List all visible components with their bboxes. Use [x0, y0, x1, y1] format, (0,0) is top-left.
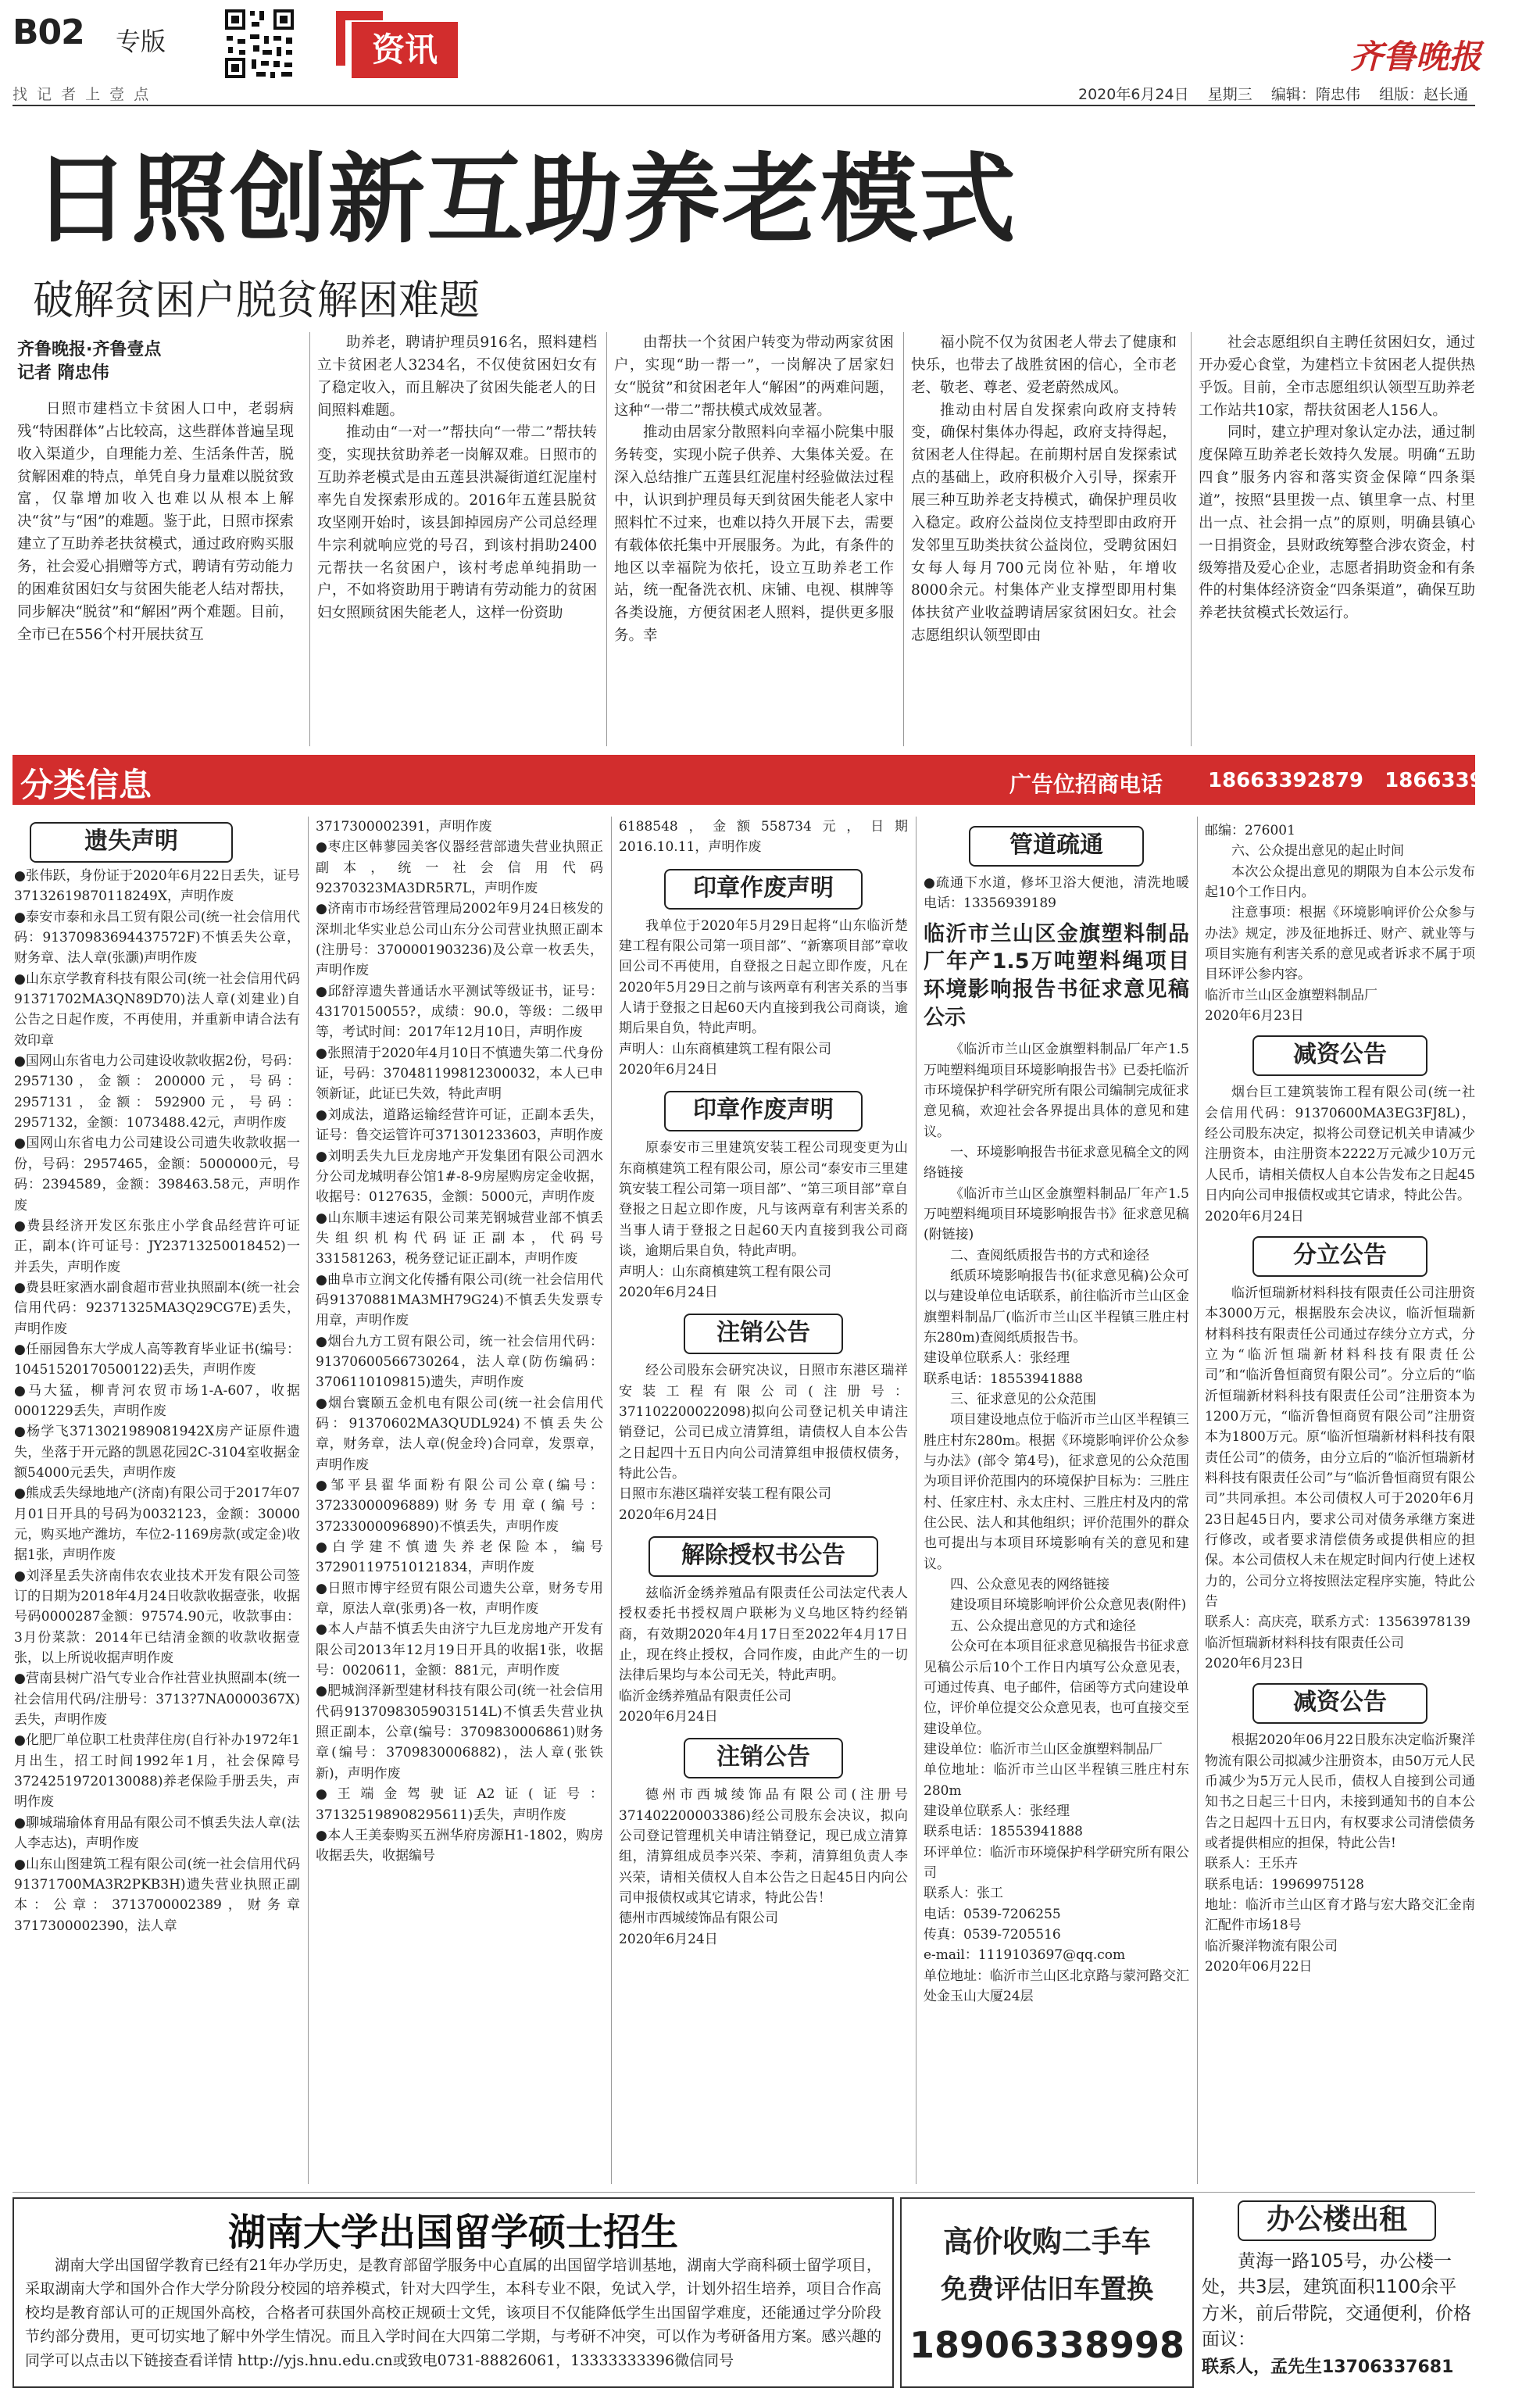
article-source: 齐鲁晚报·齐鲁壹点 [17, 340, 162, 359]
notice-item: ●烟台九方工贸有限公司，统一社会信用代码：91370600566730264，法人章(防伤编码：3706110109815)遗失，声明作废 [316, 1333, 603, 1391]
notice-signer: 声明人：山东商槙建筑工程有限公司 [619, 1264, 831, 1280]
notice-body: 建设单位：临沂市兰山区金旗塑料制品厂 [924, 1741, 1163, 1757]
notice-date: 2020年6月23日 [1205, 1656, 1304, 1672]
classified-banner [13, 755, 1540, 805]
notice-body: 五、公众提出意见的方式和途径 [950, 1618, 1136, 1634]
notice-date: 2020年6月24日 [619, 1507, 718, 1523]
notice-item: ●费县经济开发区东张庄小学食品经营许可证正，副本(许可证号：JY23713250018452)一并丢失，声明作废 [14, 1217, 300, 1275]
article-column-3 [614, 332, 894, 746]
ad-phone-numbers: 18663392879 18663392869 [1208, 769, 1540, 792]
notice-item: ●本人卢喆不慎丢失由济宁九巨龙房地产开发有限公司2013年12月19日开具的收据1张，收据号：0020611，金额：881元，声明作废 [316, 1621, 603, 1679]
notice-date: 2020年6月24日 [619, 1062, 718, 1078]
notice-body: 联系电话：18553941888 [924, 1371, 1083, 1387]
notice-contact: 地址：临沂市兰山区育才路与宏大路交汇金南汇配件市场18号 [1205, 1897, 1475, 1934]
article-paragraph: 推动由“一对一”帮扶向“一带二”帮扶转变，实现扶贫助养老一岗解双难。日照市的互助养老模式是由五莲县洪凝街道红泥崖村率先自发探索形成的。2016年五莲县脱贫攻坚刚开始时，该县卸掉园房产公司总经理牛宗利就响应党的号召，到该村捐助2400元帮扶一名贫困户，该村考虑单纯捐助一户，不如将资助用于聘请有劳动能力的贫困妇女照顾贫困失能老人，这样一份资助 [317, 424, 597, 622]
section-title-capital-reduction-1: 减资公告 [1252, 1035, 1427, 1076]
notice-item: ●本人王美泰购买五洲华府房源H1-1802，购房收据丢失，收据编号 [316, 1827, 603, 1864]
notice-item: ●白学建不慎遗失养老保险本，编号372901197510121834，声明作废 [316, 1539, 603, 1576]
notice-body: 注意事项：根据《环境影响评价公众参与办法》规定，涉及征地拆迁、财产、就业等与项目实施有利害关系的意见或者诉求不属于项目环评公参内容。 [1205, 905, 1475, 983]
notice-item: ●刘成法，道路运输经营许可证，正副本丢失，证号：鲁交运管许可371301233603，声明作废 [316, 1106, 603, 1144]
notice-item: ●营南县树广沿气专业合作社营业执照副本(统一社会信用代码/注册号：3713?7NA0000367X)丢失，声明作废 [14, 1671, 300, 1728]
section-title-lost: 遗失声明 [30, 822, 233, 863]
ad-used-car-phone: 18906338998 [909, 2324, 1185, 2366]
notice-signer: 德州市西城绫饰品有限公司 [619, 1911, 778, 1927]
notice-contact: 联系人：高庆亮，联系方式：13563978139 [1205, 1614, 1470, 1631]
notice-item: ●疏通下水道，修坏卫浴大便池，清洗地暖 电话：13356939189 [924, 875, 1189, 912]
notice-item: ●邹平县翟华面粉有限公司公章(编号：37233000096889)财务专用章(编号：37233000096890)不慎丢失，声明作废 [316, 1478, 603, 1535]
section-title-deregistration-1: 注销公告 [684, 1314, 843, 1354]
article-reporter: 记者 隋忠伟 [17, 363, 109, 383]
notice-item: ●济南市市场经营管理局2002年9月24日核发的深圳北华实业总公司山东分公司营业执照正副本(注册号：3700001903236)及公章一枚丢失，声明作废 [316, 901, 603, 979]
notice-body: e-mail：1119103697@qq.com [924, 1947, 1126, 1964]
notice-body: 项目建设地点位于临沂市兰山区半程镇三胜庄村东280m。根据《环境影响评价公众参与办法》(部令 第4号)，征求意见的公众范围为项目评价范围内的环境保护目标为：三胜庄村、任家庄村、永太庄村、三胜庄村及内的常住公民、法人和其他组织；评价范围外的群众也可提出与本项目环境影响有关的意见和建议。 [924, 1412, 1189, 1572]
notice-item: ●肥城润泽新型建材科技有限公司(统一社会信用代码91370983059031514L)不慎丢失营业执照正副本，公章(编号：3709830006861)财务章(编号：3709830006882)，法人章(张铁新)，声明作废 [316, 1683, 603, 1782]
article-column-4 [911, 332, 1177, 746]
ad-used-car-title-2: 免费评估旧车置换 [941, 2274, 1153, 2305]
notice-item: ●王端金驾驶证A2证(证号：371325198908295611)丢失，声明作废 [316, 1786, 603, 1823]
notice-date: 2020年6月24日 [619, 1284, 718, 1300]
notice-contact: 联系电话：19969975128 [1205, 1876, 1364, 1893]
notice-date: 2020年6月23日 [1205, 1008, 1304, 1024]
notice-body: 纸质环境影响报告书(征求意见稿)公众可以与建设单位电话联系，前往临沂市兰山区金旗塑料制品厂(临沂市兰山区半程镇三胜庄村东280m)查阅纸质报告书。 [924, 1267, 1189, 1346]
notice-body: 临沂恒瑞新材料科技有限责任公司注册资本3000万元，根据股东会决议，临沂恒瑞新材料科技有限责任公司通过存续分立方式，分立为“临沂恒瑞新材料科技有限责任公司”和“临沂鲁恒商贸有限公司”。分立后的“临沂恒瑞新材料科技有限责任公司”注册资本为1200万元，“临沂鲁恒商贸有限公司”注册资本为1800万元。原“临沂恒瑞新材料科技有限责任公司”的债务，由分立后的“临沂恒瑞新材料科技有限责任公司”与“临沂鲁恒商贸有限公司”共同承担。本公司债权人可于2020年6月23日起45日内，要求公司对债务承继方案进行修改，或者要求清偿债务或提供相应的担保。本公司债权人未在规定时间内行使上述权力的，公司分立将按照法定程序实施，特此公告 [1205, 1285, 1475, 1610]
header-divider [13, 105, 1475, 106]
column-divider [903, 332, 904, 746]
article-paragraph: 福小院不仅为贫困老人带去了健康和快乐，也带去了战胜贫困的信心，全市老老、敬老、尊老、爱老蔚然成风。 [911, 334, 1177, 396]
notice-item: ●化肥厂单位职工杜贵萍住房(自行补办1972年1月出生，招工时间1992年1月，社会保障号37242519720130088)养老保险手册丢失，声明作废 [14, 1732, 300, 1811]
notice-body: 建设项目环境影响评价公众意见表(附件) [950, 1597, 1187, 1614]
notice-item: ●任丽园鲁东大学成人高等教育毕业证书(编号：10451520170500122)丢失，声明作废 [14, 1341, 300, 1378]
header-meta: 2020年6月24日 星期三 编辑：隋忠伟 组版：赵长通 [1078, 86, 1469, 103]
notice-body: 经公司股东会研究决议，日照市东港区瑞祥安装工程有限公司(注册号：371102200022098)拟向公司登记机关申请注销登记，公司已成立清算组，请债权人自本公告之日起四十五日内向公司清算组申报债权债务，特此公告。 [619, 1363, 908, 1482]
notices-column-4 [924, 817, 1189, 2186]
notice-body: 建设单位联系人：张经理 [924, 1350, 1070, 1367]
bottom-divider [13, 2192, 1475, 2193]
notice-item: 6188548，金额558734元，日期2016.10.11，声明作废 [619, 819, 908, 856]
column-divider [309, 332, 310, 746]
notice-item: ●张伟跃，身份证于2020年6月22日丢失，证号37132619870118249X，声明作废 [14, 868, 300, 905]
lost-notices-column-1 [14, 866, 300, 2186]
notice-body: 邮编：276001 [1205, 823, 1295, 838]
article-paragraph: 社会志愿组织自主聘任贫困妇女，通过开办爱心食堂，为建档立卡贫困老人提供热乎饭。目前，全市志愿组织认领型互助养老工作站共10家，帮扶贫困老人156人。 [1199, 334, 1475, 419]
ad-hunan-university [13, 2197, 894, 2388]
notice-body: 电话：0539-7206255 [924, 1906, 1061, 1922]
header-tagline: 找 记 者 上 壹 点 [13, 86, 152, 103]
notice-body: 兹临沂金绣养殖品有限责任公司法定代表人授权委托书授权周户联彬为义乌地区特约经销商，有效期2020年4月17日至2022年4月17日止，现在终止授权，合同作废，由此产生的一切法律后果均与本公司无关，特此声明。 [619, 1585, 908, 1684]
ad-office-rental [1199, 2197, 1475, 2385]
article-column-5 [1199, 332, 1475, 746]
notice-signer: 临沂聚洋物流有限公司 [1205, 1938, 1338, 1954]
notice-body: 传真：0539-7205516 [924, 1926, 1061, 1943]
article-column-1 [17, 399, 294, 746]
channel-label: 资讯 [352, 22, 458, 78]
ad-hunan-body [25, 2254, 881, 2385]
article-paragraph: 推动由村居自发探索向政府支持转变，确保村集体办得起，政府支持得起，贫困老人住得起。在前期村居自发探索试点的基础上，政府积极介入引导，探索开展三种互助养老支持模式，确保护理员收入稳定。政府公益岗位支持型即由政府开发邻里互助类扶贫公益岗位，受聘贫困妇女每人每月700元岗位补贴，年增收8000余元。村集体产业支撑型即用村集体扶贫产业收益聘请居家贫困妇女。社会志愿组织认领型即由 [911, 402, 1177, 645]
article-paragraph: 日照市建档立卡贫困人口中，老弱病残“特困群体”占比较高，这些群体普遍呈现收入渠道少，自理能力差、生活条件苦，脱贫解困难的特点，单凭自身力量难以脱贫致富，仅靠增加收入也难以从根本上解决“贫”与“困”的难题。鉴于此，日照市探索建立了互助养老扶贫模式，通过政府购买服务，社会爱心捐赠等方式，聘请有劳动能力的困难贫困妇女与贫困失能老人结对帮扶，同步解决“脱贫”和“解困”两个难题。目前，全市已在556个村开展扶贫互 [17, 401, 294, 643]
article-paragraph: 推动由居家分散照料向幸福小院集中服务转变，实现小院子供养、大集体关爱。在深入总结推广五莲县红泥崖村经验做法过程中，认识到护理员每天到贫困失能老人家中照料忙不过来，也难以持久开展下去，需要有载体依托集中开展服务。为此，有条件的地区以幸福院为依托，设立互助养老工作站，统一配备洗衣机、床铺、电视、棋牌等各类设施，方便贫困老人照料，提供更多服务。幸 [614, 424, 894, 645]
notice-body: 三、征求意见的公众范围 [950, 1392, 1096, 1408]
notice-item: ●山东京学教育科技有限公司(统一社会信用代码91371702MA3QN89D70)法人章(刘建业)自公告之日起作废，不再使用，并重新申请合法有效印章 [14, 971, 300, 1049]
ad-used-car [900, 2197, 1194, 2388]
article-paragraph: 由帮扶一个贫困户转变为带动两家贫困户，实现“助一帮一”，一岗解决了居家妇女“脱贫”和贫困老年人“解困”的两难问题，这种“一带二”帮扶模式成效显著。 [614, 334, 894, 419]
notices-column-3 [619, 817, 908, 2186]
section-title-seal-void-2: 印章作废声明 [664, 1091, 863, 1131]
notice-signer: 临沂恒瑞新材料科技有限责任公司 [1205, 1635, 1404, 1651]
column-divider [308, 817, 309, 2184]
section-label: 专版 [116, 27, 166, 56]
notices-column-5 [1205, 820, 1475, 2186]
article-column-2 [317, 332, 597, 746]
section-title-company-split: 分立公告 [1252, 1236, 1427, 1277]
column-divider [1197, 817, 1198, 2184]
ad-phone-label: 广告位招商电话 [1009, 771, 1163, 797]
ad-hunan-text: 湖南大学出国留学教育已经有21年办学历史，是教育部留学服务中心直属的出国留学培训基地，湖南大学商科硕士留学项目，采取湖南大学和国外合作大学分阶段分校园的培养模式，针对大四学生，本科专业不限，免试入学，计划外招生培养，项目合作高校均是教育部认可的正规国外高校，合格者可获国外高校正规硕士文凭，该项目不仅能降低学生出国留学难度，还能通过学分阶段节约部分费用，更可切实地了解中外学生情况。而且入学时间在大四第二学期，与考研不冲突，可以作为考研备用方案。感兴趣的同学可以点击以下链接查看详情 http://yjs.hnu.edu.cn或致电0731-88826061，13333333396微信同号 [25, 2257, 881, 2369]
notice-body: 本次公众提出意见的期限为自本公示发布起10个工作日内。 [1205, 863, 1475, 901]
section-title-plumbing: 管道疏通 [969, 826, 1144, 867]
notice-body: 四、公众意见表的网络链接 [950, 1577, 1109, 1593]
classified-title: 分类信息 [20, 766, 152, 804]
notice-item: ●聊城瑞瑜体育用品有限公司不慎丢失法人章(法人李志达)，声明作废 [14, 1814, 300, 1852]
column-divider [611, 817, 612, 2184]
notice-item: ●张照清于2020年4月10日不慎遗失第二代身份证，号码：370481199812300032，本人已申领新证，此证已失效，特此声明 [316, 1045, 603, 1103]
notice-item: ●国网山东省电力公司建设公司遗失收款收据一份，号码：2957465，金额：5000000元，号码：2394589，金额：398463.58元，声明作废 [14, 1135, 300, 1214]
notice-item: ●马大猛，柳青河农贸市场1-A-607，收据0001229丢失，声明作废 [14, 1382, 300, 1419]
ad-used-car-title-1: 高价收购二手车 [942, 2225, 1151, 2259]
lost-notices-column-2 [316, 817, 603, 2186]
notice-item: ●曲阜市立润文化传播有限公司(统一社会信用代码91370881MA3MH79G24)不慎丢失发票专用章，声明作废 [316, 1271, 603, 1329]
notice-body: 《临沂市兰山区金旗塑料制品厂年产1.5万吨塑料绳项目环境影响报告书》已委托临沂市环境保护科学研究所有限公司编制完成征求意见稿，欢迎社会各界提出具体的意见和建议。 [924, 1042, 1189, 1140]
column-divider [1191, 332, 1192, 746]
notice-item: ●刘明丢失九巨龙房地产开发集团有限公司泗水分公司龙城明春公馆1#-8-9房屋购房定金收据，收据号：0127635，金额：5000元，声明作废 [316, 1148, 603, 1206]
channel-tab [336, 11, 492, 80]
section-title-seal-void-1: 印章作废声明 [664, 869, 863, 910]
notice-date: 2020年6月24日 [1205, 1208, 1304, 1224]
page-code: B02 [13, 13, 84, 52]
section-title-deregistration-2: 注销公告 [684, 1738, 843, 1778]
notice-item: ●刘泽星丢失济南伟农农业技术开发有限公司签订的日期为2018年4月24日收款收据壹张，收据号码0000287金额：97574.90元，收款事由：3月份菜款：2014年已结清金额的收款收据壹张，以上所说收据声明作废 [14, 1567, 300, 1667]
notice-body: 烟台巨工建筑装饰工程有限公司(统一社会信用代码：91370600MA3EG3FJ8L)，经公司股东决定，拟将公司登记机关申请减少注册资本，由注册资本2222万元减少10万元人民币，请相关债权人自本公告发布之日起45日内向公司申报债权或其它请求，特此公告。 [1205, 1085, 1475, 1204]
notice-date: 2020年6月24日 [619, 1709, 718, 1725]
notice-signer: 临沂市兰山区金旗塑料制品厂 [1205, 987, 1377, 1003]
section-title-revoke-authorization: 解除授权书公告 [649, 1536, 878, 1577]
notice-body: 单位地址：临沂市兰山区半程镇三胜庄村东280m [924, 1762, 1189, 1799]
notice-date: 2020年6月24日 [619, 1931, 718, 1947]
notice-item: ●烟台寰颐五金机电有限公司(统一社会信用代码：91370602MA3QUDL924)不慎丢失公章，财务章，法人章(倪金玲)合同章，发票章，声明作废 [316, 1395, 603, 1473]
notice-signer: 日照市东港区瑞祥安装工程有限公司 [619, 1486, 831, 1503]
section-title-capital-reduction-2: 减资公告 [1252, 1683, 1427, 1724]
eia-notice-title: 临沂市兰山区金旗塑料制品厂年产1.5万吨塑料绳项目环境影响报告书征求意见稿公示 [924, 921, 1189, 1030]
notice-item: 3717300002391，声明作废 [316, 819, 492, 835]
article-headline: 日照创新互助养老模式 [33, 144, 1018, 256]
notice-body: 建设单位联系人：张经理 [924, 1803, 1070, 1819]
notice-body: 原泰安市三里建筑安装工程公司现变更为山东商槙建筑工程有限公司，原公司“泰安市三里建筑安装工程公司第一项目部”、“第三项目部”章自登报之日起立即作废，凡与该两章有利害关系的当事人请于登报之日起60天内直接到我公司商谈，逾期后果自负，特此声明。 [619, 1140, 908, 1260]
notice-body: 一、环境影响报告书征求意见稿全文的网络链接 [924, 1144, 1189, 1181]
notice-body: 环评单位：临沂市环境保护科学研究所有限公司 [924, 1844, 1189, 1881]
notice-item: ●枣庄区韩蓼园美客仪器经营部遗失营业执照正副本，统一社会信用代码92370323MA3DR5R7L，声明作废 [316, 839, 603, 897]
notice-body: 二、查阅纸质报告书的方式和途径 [950, 1247, 1149, 1264]
ad-office-contact: 联系人，孟先生13706337681 [1202, 2357, 1454, 2377]
ad-office-body: 黄海一路105号，办公楼一处，共3层，建筑面积1100余平方米，前后带院，交通便利，价格面议： [1202, 2251, 1471, 2350]
notice-item: ●邱舒淳遗失普通话水平测试等级证书，证号：43170150055?，成绩：90.0，等级：二级甲等，考试时间：2017年12月10日，声明作废 [316, 983, 603, 1041]
brand-logo: 齐鲁晚报 [1350, 38, 1482, 76]
notice-date: 2020年06月22日 [1205, 1959, 1313, 1975]
notice-body: 《临沂市兰山区金旗塑料制品厂年产1.5万吨塑料绳项目环境影响报告书》征求意见稿(附链接) [924, 1185, 1189, 1243]
notice-item: ●熊成丢失绿地地产(济南)有限公司于2017年07月01日开具的号码为0032123，金额：30000元，购买地产潍坊，车位2-1169房款(或定金)收据1张，声明作废 [14, 1485, 300, 1564]
notice-body: 我单位于2020年5月29日起将“山东临沂楚建工程有限公司第一项目部”、“新寨项目部”章收回公司不再使用，自登报之日起立即作废，凡在2020年5月29日之前与该两章有利害关系的当事人请于登报之日起60天内直接到我公司商谈，逾期后果自负，特此声明。 [619, 917, 908, 1037]
notice-item: ●山东顺丰速运有限公司莱芜钢城营业部不慎丢失组织机构代码证正副本，代码号331581263，税务登记证正副本，声明作废 [316, 1210, 603, 1267]
notice-body: 联系电话：18553941888 [924, 1824, 1083, 1840]
notice-body: 德州市西城绫饰品有限公司(注册号 371402200003386)经公司股东会决议，拟向公司登记管理机关申请注销登记，现已成立清算组，清算组成员李兴荣、李莉，清算组负责人李兴荣，请相关债权人自本公告之日起45日内向公司申报债权或其它请求，特此公告！ [619, 1787, 908, 1907]
ad-hunan-title: 湖南大学出国留学硕士招生 [227, 2211, 678, 2254]
column-divider [606, 332, 607, 746]
notice-body: 联系人：张工 [924, 1886, 1003, 1902]
notice-item: ●泰安市泰和永昌工贸有限公司(统一社会信用代码：91370983694437572F)不慎丢失公章，财务章、法人章(张灏)声明作废 [14, 909, 300, 967]
notice-body: 公众可在本项目征求意见稿报告书征求意见稿公示后10个工作日内填写公众意见表，可通过传真、电子邮件，信函等方式向建设单位，评价单位提交公众意见表，也可直接交至建设单位。 [924, 1639, 1189, 1737]
notice-item: ●国网山东省电力公司建设收款收据2份，号码：2957130，金额：200000元，号码：2957131，金额：592900元，号码：2957132，金额：1073488.42元，声明作废 [14, 1053, 300, 1131]
ad-office-title: 办公楼出租 [1238, 2200, 1436, 2241]
notice-body: 根据2020年06月22日股东决定临沂聚洋物流有限公司拟减少注册资本，由50万元人民币减少为5万元人民币，债权人自接到公司通知书之日起三十日内，未接到通知书的自本公告之日起四十五日内，有权要求公司清偿债务或者提供相应的担保，特此公告! [1205, 1732, 1475, 1852]
notice-body: 单位地址：临沂市兰山区北京路与蒙河路交汇处金玉山大厦24层 [924, 1968, 1189, 2004]
notice-body: 六、公众提出意见的起止时间 [1231, 843, 1404, 860]
notice-contact: 联系人：王乐卉 [1205, 1856, 1298, 1872]
article-paragraph: 助养老，聘请护理员916名，照料建档立卡贫困老人3234名，不仅使贫困妇女有了稳定收入，而且解决了贫困失能老人的日间照料难题。 [317, 334, 597, 419]
notice-item: ●山东山图建筑工程有限公司(统一社会信用代码91371700MA3R2PKB3H)遗失营业执照正副本：公章：3713700002389，财务章3717300002390，法人章 [14, 1856, 300, 1934]
notice-item: ●杨学飞3713021989081942X房产证原件遗失，坐落于开元路的凯恩花园2C-3104室收据金额54000元丢失，声明作废 [14, 1424, 300, 1481]
notice-signer: 临沂金绣养殖品有限责任公司 [619, 1688, 791, 1704]
article-paragraph: 同时，建立护理对象认定办法，通过制度保障互助养老长效持久发展。明确“五助四食”服务内容和落实资金保障“四条渠道”，按照“县里拨一点、镇里拿一点、村里出一点、社会捐一点”的原则，明确县镇心一日捐资金，县财政统筹整合涉农资金，村级筹措及爱心企业，志愿者捐助资金和有条件的村集体经济资金“四条渠道”，确保互助养老扶贫模式长效运行。 [1199, 424, 1475, 622]
notice-item: ●费县旺家酒水副食超市营业执照副本(统一社会信用代码：92371325MA3Q29CG7E)丢失，声明作废 [14, 1279, 300, 1337]
article-subhead: 破解贫困户脱贫解困难题 [33, 277, 481, 324]
notice-signer: 声明人：山东商槙建筑工程有限公司 [619, 1041, 831, 1057]
qr-code-icon[interactable] [222, 6, 297, 81]
notice-item: ●日照市博宇经贸有限公司遗失公章，财务专用章，原法人章(张勇)各一枚，声明作废 [316, 1580, 603, 1618]
